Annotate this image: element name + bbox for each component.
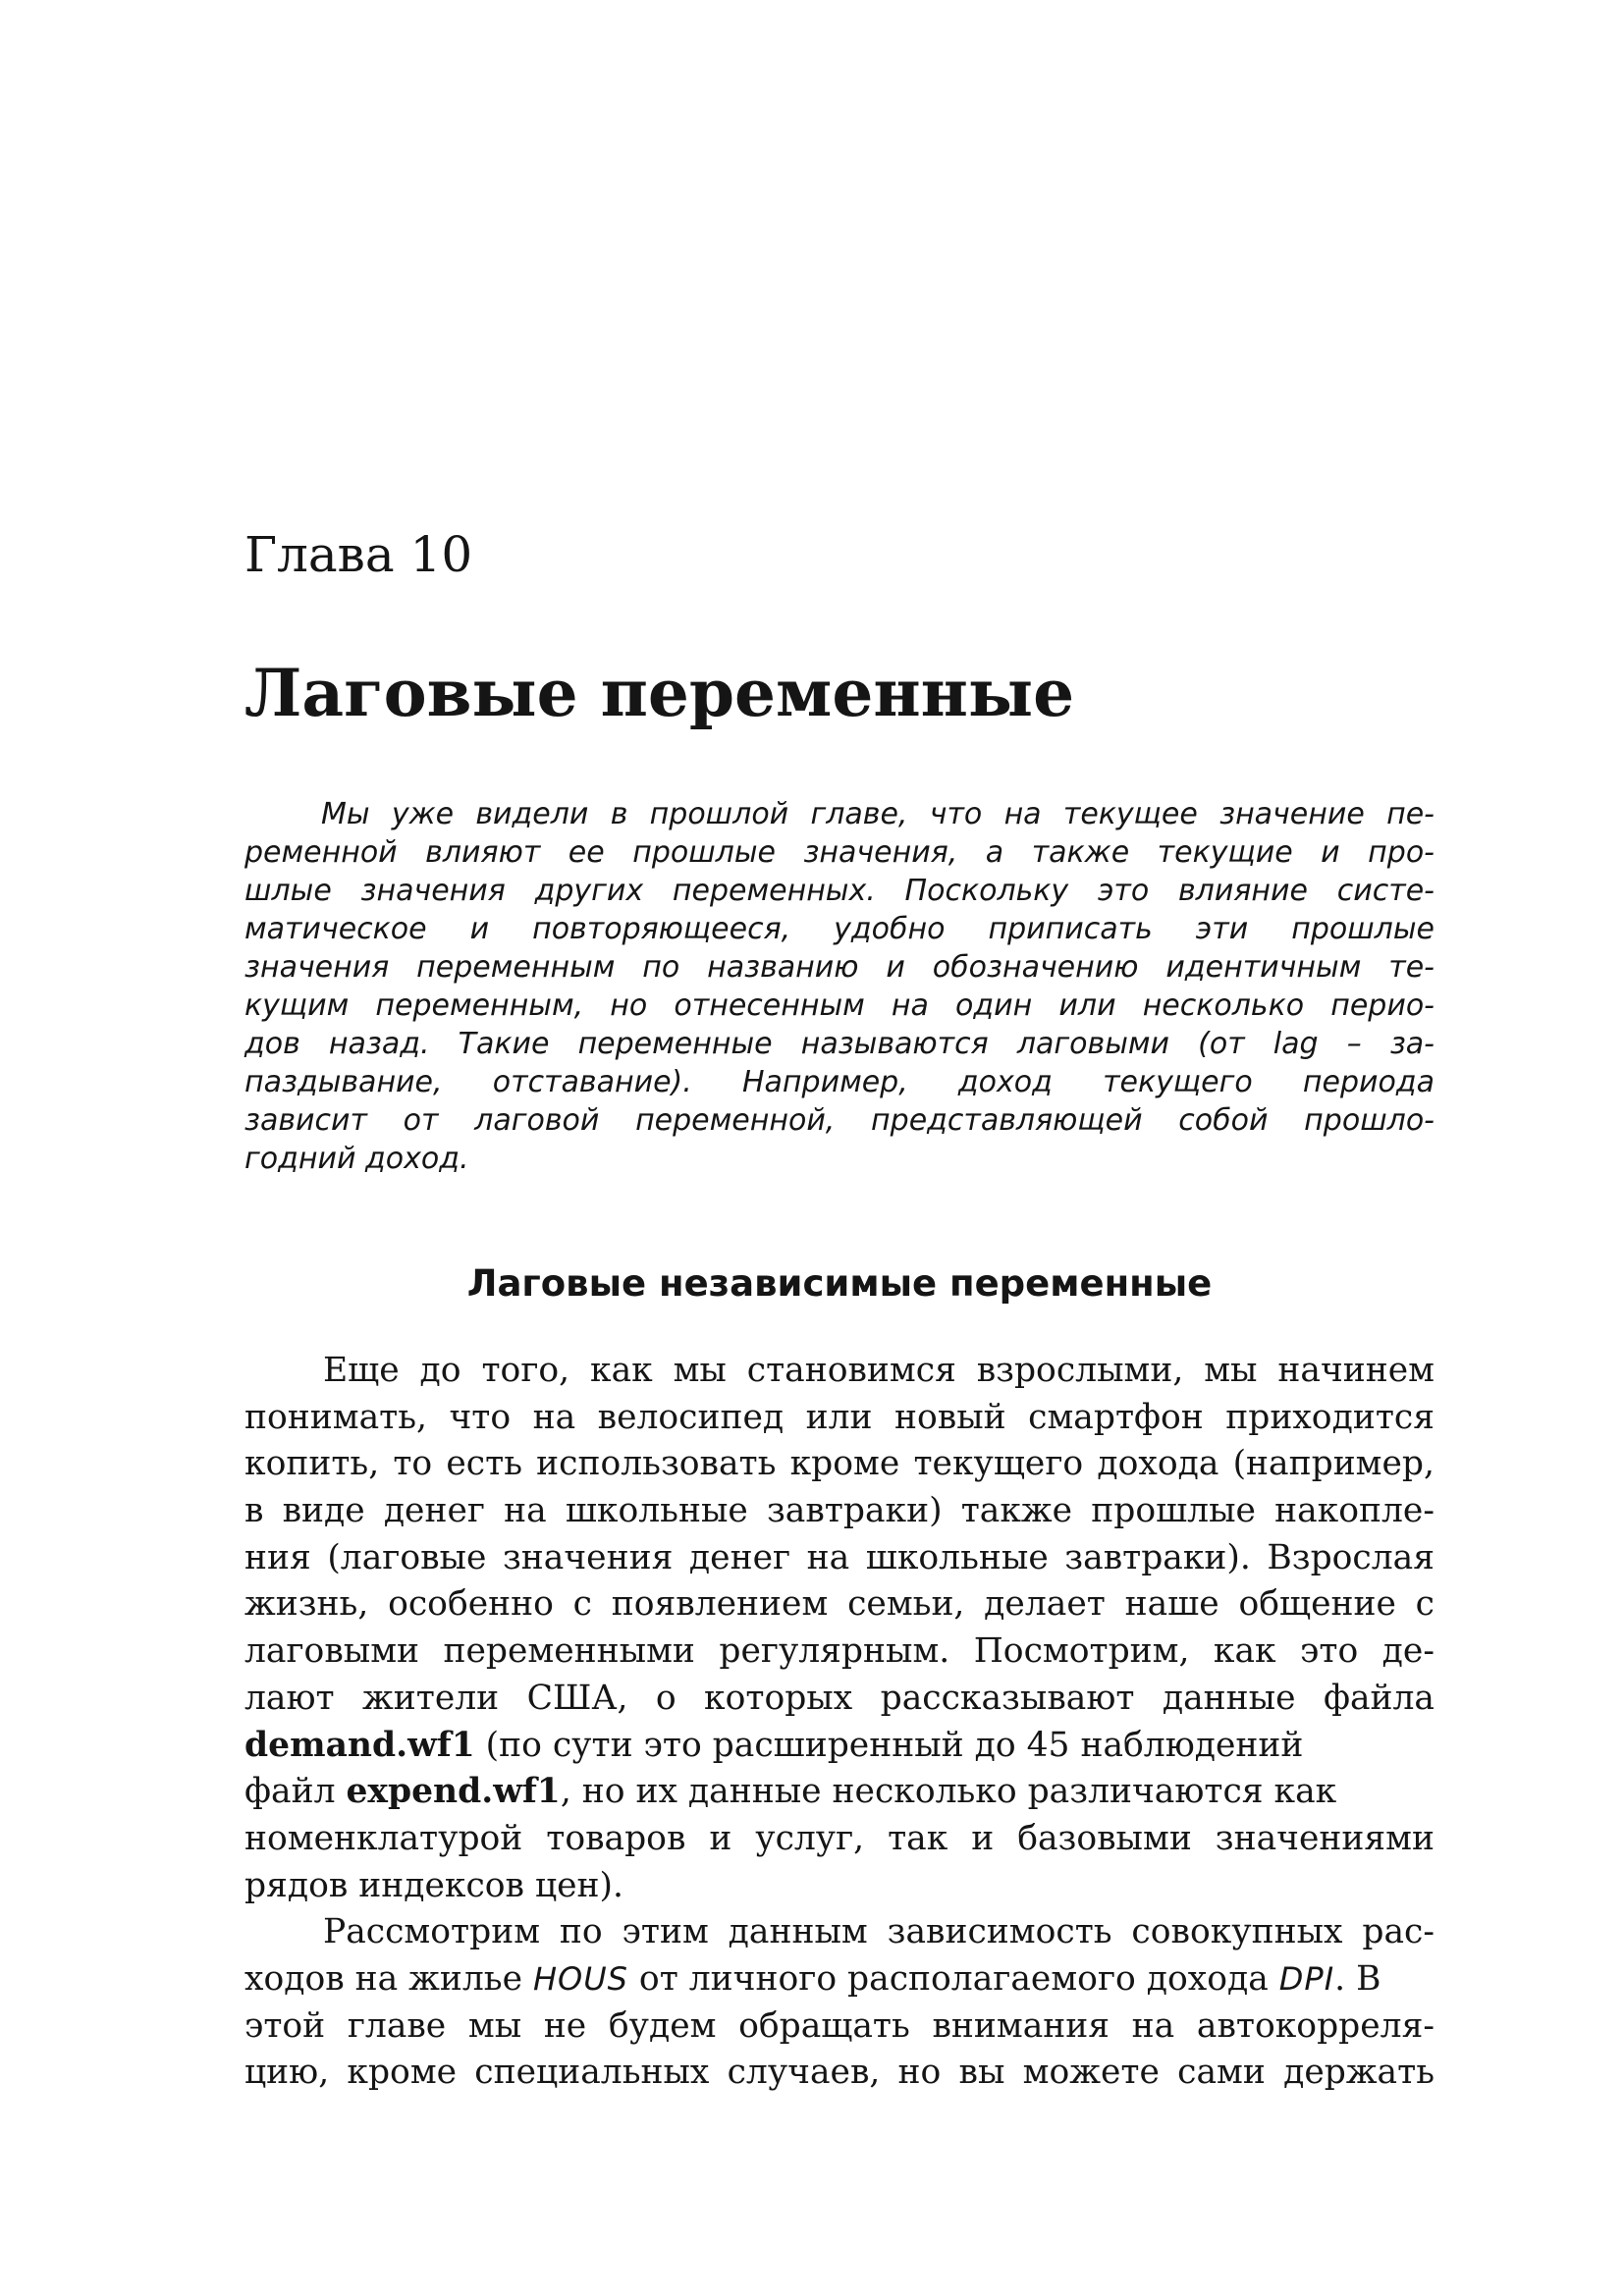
paragraph-line: Еще до того, как мы становимся взрослыми, мы начинем xyxy=(323,1351,1435,1390)
epigraph-line: паздывание, отставание). Например, доход текущего периода xyxy=(244,1065,1435,1099)
chapter-label: Глава 10 xyxy=(244,526,473,583)
paragraph-line: этой главе мы не будем обращать внимания на автокорреля- xyxy=(244,2005,1435,2046)
paragraph-line: копить, то есть использовать кроме текущего дохода (например, xyxy=(244,1444,1435,1484)
paragraph-text: файл xyxy=(244,1772,347,1812)
paragraph-text: . В xyxy=(1334,1958,1381,1999)
paragraph-text: , но их данные несколько различаются как xyxy=(560,1772,1337,1812)
paragraph-line: Рассмотрим по этим данным зависимость совокупных рас- xyxy=(323,1912,1435,1952)
paragraph-line: ния (лаговые значения денег на школьные завтраки). Взрослая xyxy=(244,1537,1435,1577)
epigraph-line: ременной влияют ее прошлые значения, а также текущие и про- xyxy=(244,835,1435,870)
paragraph-line: цию, кроме специальных случаев, но вы можете сами держать xyxy=(244,2053,1435,2093)
epigraph-line: дов назад. Такие переменные называются лаговыми (от lag – за- xyxy=(244,1027,1435,1061)
file-name: demand.wf1 xyxy=(244,1725,475,1765)
paragraph-text: ходов на жилье xyxy=(244,1958,533,1999)
paragraph-line: в виде денег на школьные завтраки) также прошлые накопле- xyxy=(244,1491,1435,1531)
section-heading: Лаговые независимые переменные xyxy=(466,1262,1213,1305)
body-text xyxy=(244,1348,1435,2097)
variable-name: DPI xyxy=(1278,1959,1335,1998)
epigraph-line: зависит от лаговой переменной, представляющей собой прошло- xyxy=(244,1103,1435,1138)
paragraph-text: (по сути это расширенный до 45 наблюдений xyxy=(474,1725,1304,1765)
paragraph-line: понимать, что на велосипед или новый смартфон приходится xyxy=(244,1397,1435,1437)
epigraph-line: матическое и повторяющееся, удобно приписать эти прошлые xyxy=(244,912,1435,946)
epigraph-line: шлые значения других переменных. Поскольку это влияние систе- xyxy=(244,874,1435,908)
paragraph-line xyxy=(244,1956,1435,2003)
paragraph-line: лаговыми переменными регулярным. Посмотрим, как это де- xyxy=(244,1631,1435,1672)
paragraph-line xyxy=(244,1723,1435,1770)
chapter-title: Лаговые переменные xyxy=(244,655,1075,731)
paragraph-line: рядов индексов цен). xyxy=(244,1865,623,1905)
file-name: expend.wf1 xyxy=(346,1772,561,1812)
epigraph-line: годний доход. xyxy=(244,1142,469,1176)
epigraph-line: значения переменным по названию и обозначению идентичным те- xyxy=(244,950,1435,985)
epigraph-line: Мы уже видели в прошлой главе, что на текущее значение пе- xyxy=(321,797,1435,831)
paragraph-text: от личного располагаемого дохода xyxy=(627,1958,1279,1999)
paragraph-line: жизнь, особенно с появлением семьи, делает наше общение с xyxy=(244,1584,1435,1625)
variable-name: HOUS xyxy=(532,1959,628,1998)
epigraph xyxy=(244,795,1435,1178)
paragraph-line xyxy=(244,1769,1435,1816)
paragraph-line: номенклатурой товаров и услуг, так и базовыми значениями xyxy=(244,1818,1435,1858)
paragraph-line: лают жители США, о которых рассказывают данные файла xyxy=(244,1678,1435,1718)
epigraph-line: кущим переменным, но отнесенным на один или несколько перио- xyxy=(244,988,1435,1023)
